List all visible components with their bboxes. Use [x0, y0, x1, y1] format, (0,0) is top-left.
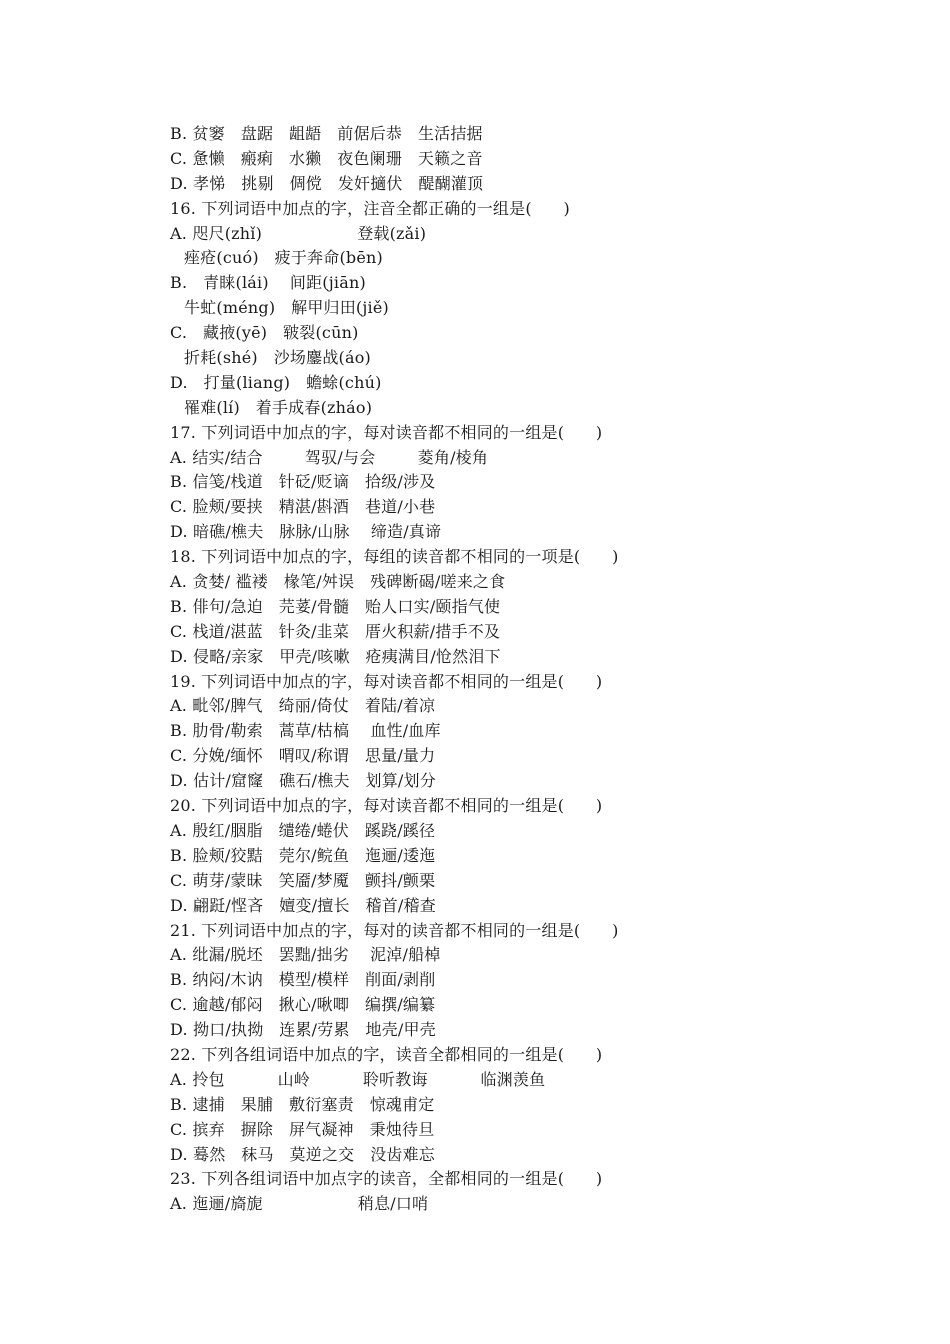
text-line: 17. 下列词语中加点的字，每对读音都不相同的一组是( ): [170, 422, 603, 442]
text-line: B. 肋骨/勒索 蒿草/枯槁 血性/血库: [170, 721, 441, 741]
text-line: C. 摈弃 摒除 屏气凝神 秉烛待旦: [170, 1119, 435, 1139]
text-line: D. 打量(liang) 蟾蜍(chú): [170, 372, 382, 392]
text-line: 痤疮(cuó) 疲于奔命(bēn): [184, 248, 383, 268]
text-line: 罹难(lí) 着手成春(zháo): [184, 397, 373, 417]
text-line: A. 贪婪/ 褴褛 椽笔/舛误 残碑断碣/嗟来之食: [170, 572, 506, 592]
text-line: D. 拗口/执拗 连累/劳累 地壳/甲壳: [170, 1020, 436, 1040]
text-line: D. 蓦然 秣马 莫逆之交 没齿难忘: [170, 1144, 436, 1164]
text-line: C. 脸颊/要挟 精湛/斟酒 巷道/小巷: [170, 497, 436, 517]
text-line: B. 青睐(lái) 间距(jiān): [170, 273, 366, 293]
text-line: A. 殷红/胭脂 缱绻/蜷伏 蹊跷/蹊径: [170, 820, 436, 840]
text-line: B. 俳句/急迫 芫荽/骨髓 贻人口实/颐指气使: [170, 596, 501, 616]
text-line: A. 纰漏/脱坯 罢黜/拙劣 泥淖/船棹: [170, 945, 441, 965]
text-line: D. 暗礁/樵夫 脉脉/山脉 缔造/真谛: [170, 522, 442, 542]
text-line: B. 信笺/栈道 针砭/贬谪 拾级/涉及: [170, 472, 436, 492]
text-line: C. 栈道/湛蓝 针灸/韭菜 厝火积薪/措手不及: [170, 621, 501, 641]
document-page: [170, 122, 890, 1217]
text-line: B. 逮捕 果脯 敷衍塞责 惊魂甫定: [170, 1094, 435, 1114]
text-line: 22. 下列各组词语中加点的字，读音全都相同的一组是( ): [170, 1044, 603, 1064]
text-line: 折耗(shé) 沙场鏖战(áo): [184, 348, 371, 368]
text-line: 牛虻(méng) 解甲归田(jiě): [184, 298, 389, 318]
text-line: D. 翩跹/悭吝 嬗变/擅长 稽首/稽查: [170, 895, 436, 915]
text-line: 16. 下列词语中加点的字，注音全都正确的一组是( ): [170, 198, 570, 218]
text-line: D. 估计/窟窿 礁石/樵夫 划算/划分: [170, 771, 436, 791]
text-line: D. 侵略/亲家 甲壳/咳嗽 疮痍满目/怆然泪下: [170, 646, 501, 666]
text-line: B. 贫窭 盘踞 龃龉 前倨后恭 生活拮据: [170, 124, 483, 143]
text-line: 20. 下列词语中加点的字，每对读音都不相同的一组是( ): [170, 796, 603, 816]
text-line: A. 咫尺(zhǐ) 登载(zǎi): [170, 223, 427, 243]
text-line: D. 孝悌 挑剔 倜傥 发奸擿伏 醍醐灌顶: [170, 173, 484, 193]
text-line: A. 拎包 山岭 聆听教诲 临渊羡鱼: [170, 1069, 546, 1089]
text-line: 23. 下列各组词语中加点字的读音，全都相同的一组是( ): [170, 1169, 603, 1189]
text-line: C. 藏掖(yē) 皲裂(cūn): [170, 323, 359, 343]
text-line: 18. 下列词语中加点的字，每组的读音都不相同的一项是( ): [170, 547, 619, 567]
text-line: 21. 下列词语中加点的字，每对的读音都不相同的一组是( ): [170, 920, 619, 940]
text-line: C. 逾越/郁闷 揪心/啾唧 编撰/编纂: [170, 995, 436, 1015]
text-line: 19. 下列词语中加点的字，每对读音都不相同的一组是( ): [170, 671, 603, 691]
text-line: C. 萌芽/蒙昧 笑靥/梦魇 颤抖/颤栗: [170, 870, 436, 890]
text-line: C. 惫懒 瘢痢 水獭 夜色阑珊 天籁之音: [170, 148, 483, 168]
text-line: A. 毗邻/脾气 绮丽/倚仗 着陆/着凉: [170, 696, 436, 716]
text-line: A. 迤逦/旖旎 稍息/口哨: [170, 1194, 429, 1214]
text-line: C. 分娩/缅怀 喟叹/称谓 思量/量力: [170, 746, 436, 766]
text-line: B. 纳闷/木讷 模型/模样 削面/剥削: [170, 970, 436, 990]
text-line: B. 脸颊/狡黠 莞尔/鲩鱼 迤逦/逶迤: [170, 845, 436, 865]
text-line: A. 结实/结合 驾驭/与会 菱角/棱角: [170, 447, 489, 467]
